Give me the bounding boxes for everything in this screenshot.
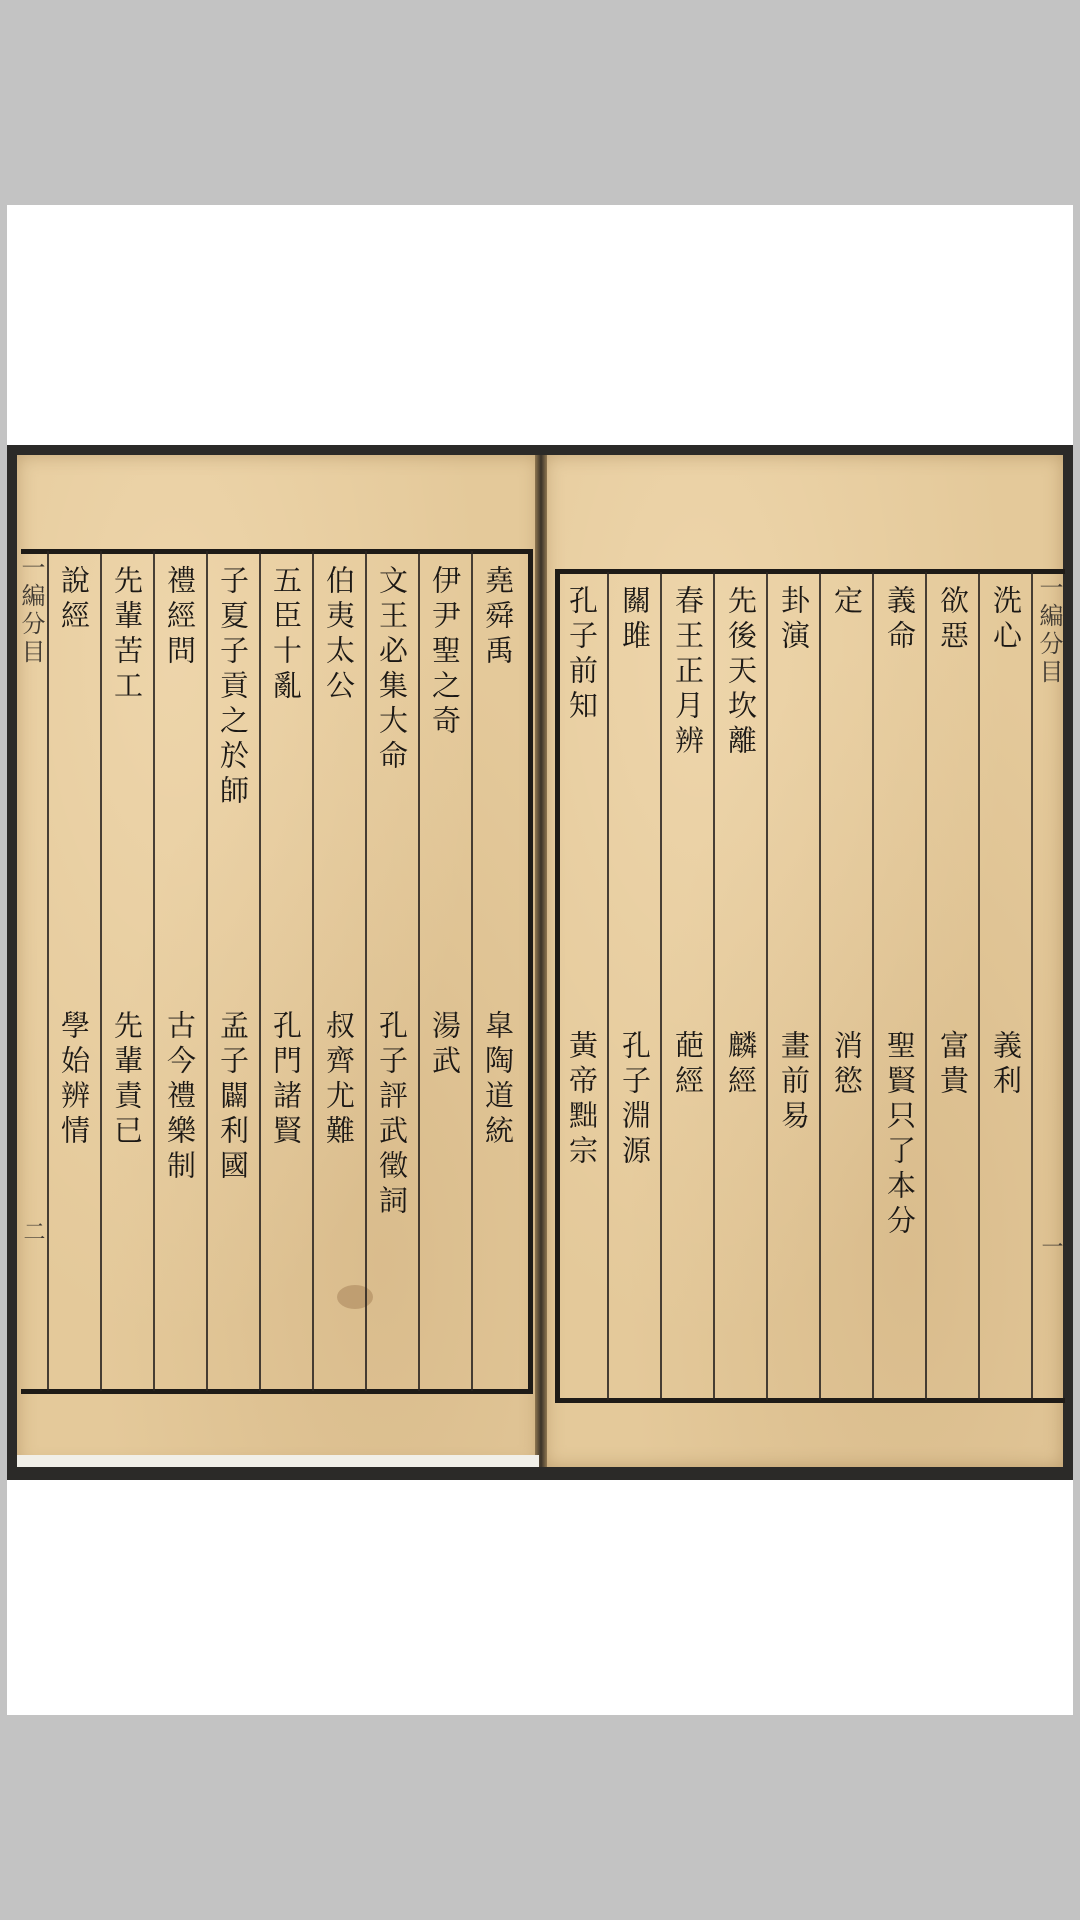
left-col-5-top: 五臣十亂 xyxy=(269,565,303,705)
right-col-7-bottom: 葩經 xyxy=(671,1030,705,1100)
right-col-1-top: 洗心 xyxy=(989,585,1023,655)
left-col-5-bottom: 孔門諸賢 xyxy=(269,1010,303,1150)
right-col-9-top: 孔子前知 xyxy=(565,585,599,725)
left-col-1-top: 堯舜禹 xyxy=(481,565,515,670)
column-rule xyxy=(766,572,768,1400)
left-col-1-bottom: 皐陶道統 xyxy=(481,1010,515,1150)
right-col-2-top: 欲惡 xyxy=(936,585,970,655)
column-rule xyxy=(819,572,821,1400)
column-rule xyxy=(153,551,155,1391)
column-rule xyxy=(660,572,662,1400)
right-col-2-bottom: 富貴 xyxy=(936,1030,970,1100)
left-col-9-bottom: 學始辨情 xyxy=(57,1010,91,1150)
column-rule xyxy=(1031,572,1033,1400)
left-col-6-bottom: 孟子闢利國 xyxy=(216,1010,250,1185)
left-col-7-top: 禮經問 xyxy=(163,565,197,670)
book-scan-image xyxy=(7,445,1073,1480)
left-margin-label: 一編分目 xyxy=(17,555,45,667)
right-text-block xyxy=(555,569,1065,1403)
left-col-2-top: 伊尹聖之奇 xyxy=(428,565,462,740)
column-rule xyxy=(259,551,261,1391)
right-col-6-top: 先後天坎離 xyxy=(724,585,758,760)
right-folio-number: 一 xyxy=(1038,1235,1063,1263)
right-col-9-bottom: 黃帝黜宗 xyxy=(565,1030,599,1170)
left-col-3-top: 文王必集大命 xyxy=(375,565,409,775)
right-col-7-top: 春王正月辨 xyxy=(671,585,705,760)
column-rule xyxy=(47,551,49,1391)
right-col-8-bottom: 孔子淵源 xyxy=(618,1030,652,1170)
right-col-3-top: 義命 xyxy=(883,585,917,655)
left-folio-number: 二 xyxy=(20,1220,45,1248)
column-rule xyxy=(713,572,715,1400)
column-rule xyxy=(100,551,102,1391)
column-rule xyxy=(872,572,874,1400)
left-col-4-top: 伯夷太公 xyxy=(322,565,356,705)
left-col-3-bottom: 孔子評武徵詞 xyxy=(375,1010,409,1220)
right-col-5-top: 卦演 xyxy=(777,585,811,655)
right-col-3-bottom: 聖賢只了本分 xyxy=(883,1030,917,1240)
right-margin-label: 一編分目 xyxy=(1035,575,1063,687)
viewer-frame xyxy=(7,205,1073,1715)
column-rule xyxy=(312,551,314,1391)
column-rule xyxy=(978,572,980,1400)
left-col-9-top: 說經 xyxy=(57,565,91,635)
page-edge xyxy=(17,1455,539,1467)
left-col-2-bottom: 湯武 xyxy=(428,1010,462,1080)
right-col-1-bottom: 義利 xyxy=(989,1030,1023,1100)
right-col-6-bottom: 麟經 xyxy=(724,1030,758,1100)
column-rule xyxy=(206,551,208,1391)
right-col-8-top: 關雎 xyxy=(618,585,652,655)
left-col-6-top: 子夏子貢之於師 xyxy=(216,565,250,810)
right-col-4-bottom: 消慾 xyxy=(830,1030,864,1100)
column-rule xyxy=(471,551,473,1391)
right-col-5-bottom: 畫前易 xyxy=(777,1030,811,1135)
left-col-8-bottom: 先輩責已 xyxy=(110,1010,144,1150)
column-rule xyxy=(925,572,927,1400)
book-gutter xyxy=(535,455,547,1467)
column-rule xyxy=(418,551,420,1391)
column-rule xyxy=(607,572,609,1400)
left-col-4-bottom: 叔齊尤難 xyxy=(322,1010,356,1150)
column-rule xyxy=(365,551,367,1391)
left-col-8-top: 先輩苦工 xyxy=(110,565,144,705)
left-col-7-bottom: 古今禮樂制 xyxy=(163,1010,197,1185)
right-col-4-top: 定 xyxy=(830,585,864,620)
